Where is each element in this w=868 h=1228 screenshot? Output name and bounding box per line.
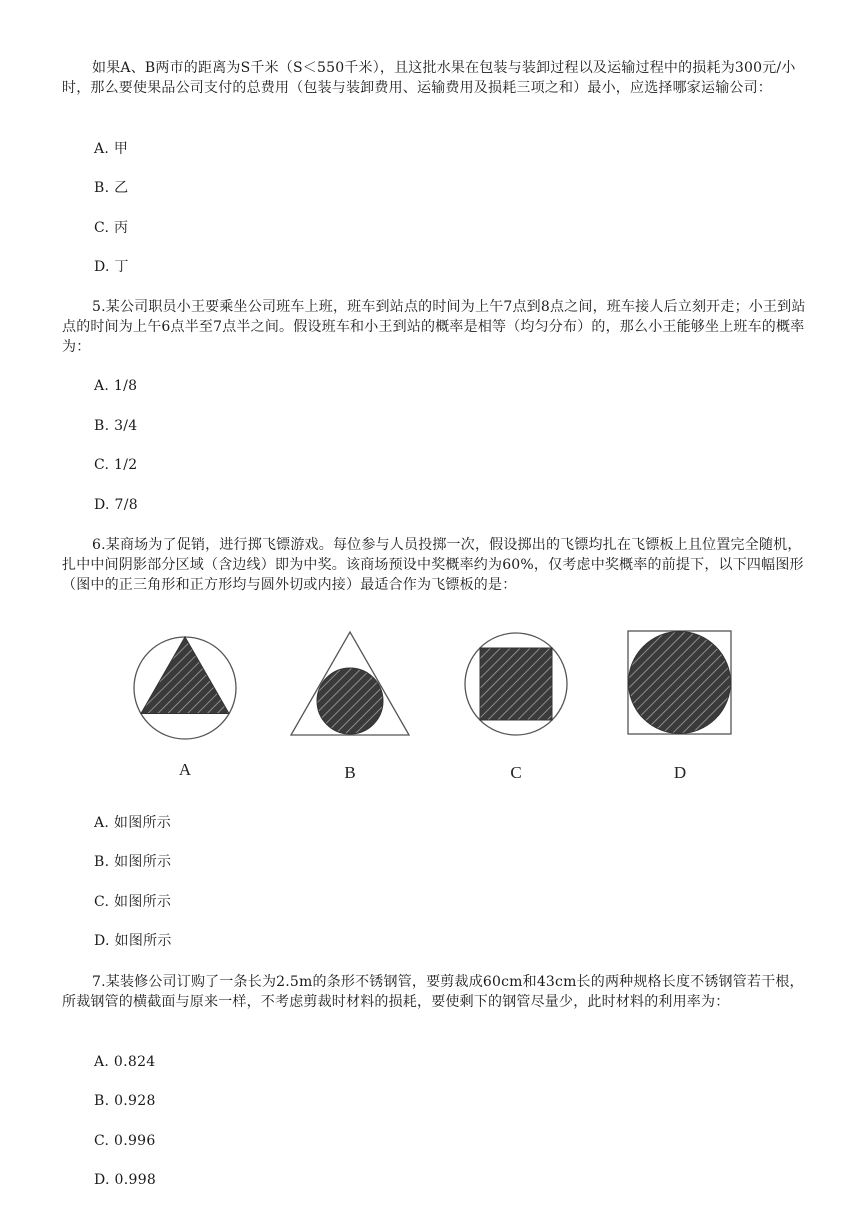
figure-a-label: A: [178, 760, 192, 779]
q5-option-d: D. 7/8: [94, 497, 138, 513]
q6-option-a: A. 如图所示: [94, 815, 172, 831]
q6-option-c: C. 如图所示: [94, 894, 172, 910]
figure-c-square: [480, 648, 552, 720]
figure-b-label: B: [344, 763, 356, 782]
q5-question-text: 5.某公司职员小王要乘坐公司班车上班，班车到站点的时间为上午7点到8点之间，班车接人后立刻开走；小王到站点的时间为上午6点半至7点半之间。假设班车和小王到站的概率是相等（均匀分布）的，那么小王能够坐上班车的概率为：: [62, 299, 806, 355]
dartboard-figure: [120, 622, 750, 792]
intro-option-c: C. 丙: [94, 220, 129, 236]
intro-question-text: 如果A、B两市的距离为S千米（S＜550千米），且这批水果在包装与装卸过程以及运输过程中的损耗为300元/小时，那么要使果品公司支付的总费用（包装与装卸费用、运输费用及损耗三项之和）最小，应选择哪家运输公司：: [62, 60, 796, 96]
q7-option-d: D. 0.998: [94, 1172, 157, 1188]
q5-option-b: B. 3/4: [94, 418, 138, 434]
q6-option-d: D. 如图所示: [94, 933, 172, 949]
q7-option-c: C. 0.996: [94, 1133, 156, 1149]
q7-question-text: 7.某装修公司订购了一条长为2.5m的条形不锈钢管，要剪裁成60cm和43cm长的两种规格长度不锈钢管若干根，所裁钢管的横截面与原来一样，不考虑剪裁时材料的损耗，要使剩下的钢管尽量少，此时材料的利用率为：: [62, 974, 804, 1010]
figure-d-circle: [629, 632, 731, 734]
dartboard-figure-svg: [120, 622, 750, 792]
q7-option-b: B. 0.928: [94, 1093, 156, 1109]
q6-question-text: 6.某商场为了促销，进行掷飞镖游戏。每位参与人员投掷一次，假设掷出的飞镖均扎在飞镖板上且位置完全随机，扎中中间阴影部分区域（含边线）即为中奖。该商场预设中奖概率约为60%，仅考虑中奖概率的前提下，以下四幅图形（图中的正三角形和正方形均与圆外切或内接）最适合作为飞镖板的是：: [62, 537, 804, 593]
intro-option-d: D. 丁: [94, 259, 129, 275]
q5-option-a: A. 1/8: [94, 378, 138, 394]
figure-b: [291, 632, 409, 782]
q5-option-c: C. 1/2: [94, 457, 138, 473]
intro-option-a: A. 甲: [94, 141, 129, 157]
figure-a-triangle: [141, 637, 229, 714]
intro-option-b: B. 乙: [94, 180, 129, 196]
q6-option-b: B. 如图所示: [94, 854, 172, 870]
figure-c-label: C: [510, 763, 522, 782]
figure-d-label: D: [673, 763, 687, 782]
figure-c: [465, 633, 567, 782]
figure-d: [628, 631, 731, 782]
figure-a: [134, 637, 236, 779]
q7-option-a: A. 0.824: [94, 1054, 156, 1070]
figure-b-circle: [317, 668, 383, 734]
